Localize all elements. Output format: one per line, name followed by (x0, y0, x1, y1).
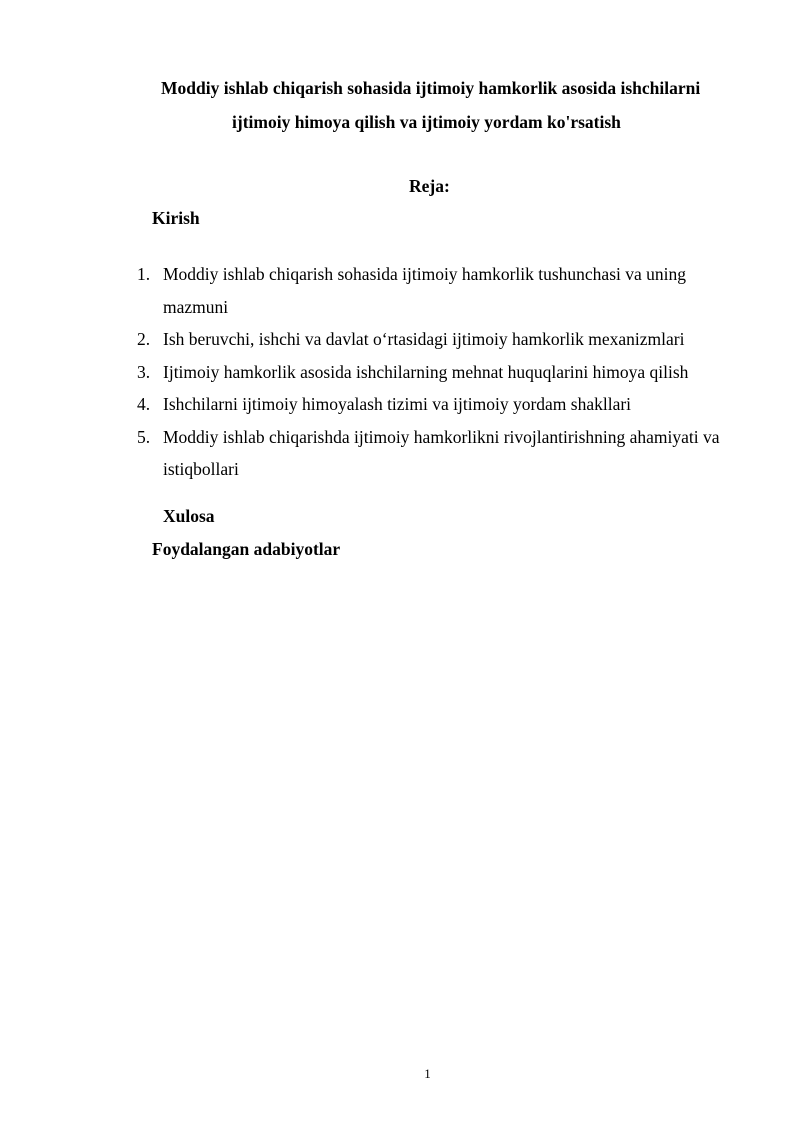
plan-item-text: Ish beruvchi, ishchi va davlat o‘rtasidagi ijtimoiy hamkorlik mexanizmlari (163, 329, 685, 349)
plan-item-4 (137, 388, 747, 421)
plan-item-text: Ishchilarni ijtimoiy himoyalash tizimi va ijtimoiy yordam shakllari (163, 394, 632, 414)
document-title-line-2: ijtimoiy himoya qilish va ijtimoiy yordam ko'rsatish (232, 112, 621, 132)
references-heading: Foydalangan adabiyotlar (152, 539, 341, 559)
plan-item-1 (137, 258, 747, 323)
plan-item-number: 2. (137, 329, 151, 349)
plan-item-3 (137, 356, 747, 389)
plan-item-number: 4. (137, 394, 151, 414)
plan-item-number: 1. (137, 264, 151, 284)
page-number: 1 (424, 1066, 431, 1081)
plan-item-text: Moddiy ishlab chiqarishda ijtimoiy hamkorlikni rivojlantirishning ahamiyati va istiqbollari (163, 426, 720, 479)
plan-list (137, 258, 747, 486)
plan-item-number: 3. (137, 361, 151, 382)
document-title-line-1: Moddiy ishlab chiqarish sohasida ijtimoiy hamkorlik asosida ishchilarni (161, 78, 701, 98)
plan-heading: Reja: (409, 176, 450, 196)
plan-item-text: Moddiy ishlab chiqarish sohasida ijtimoiy hamkorlik tushunchasi va uning mazmuni (163, 264, 687, 317)
conclusion-heading: Xulosa (163, 506, 215, 526)
plan-item-text: Ijtimoiy hamkorlik asosida ishchilarning mehnat huquqlarini himoya qilish (163, 361, 689, 382)
plan-item-5 (137, 421, 747, 486)
plan-item-2 (137, 323, 747, 356)
intro-heading: Kirish (152, 208, 200, 228)
plan-item-number: 5. (137, 426, 151, 447)
